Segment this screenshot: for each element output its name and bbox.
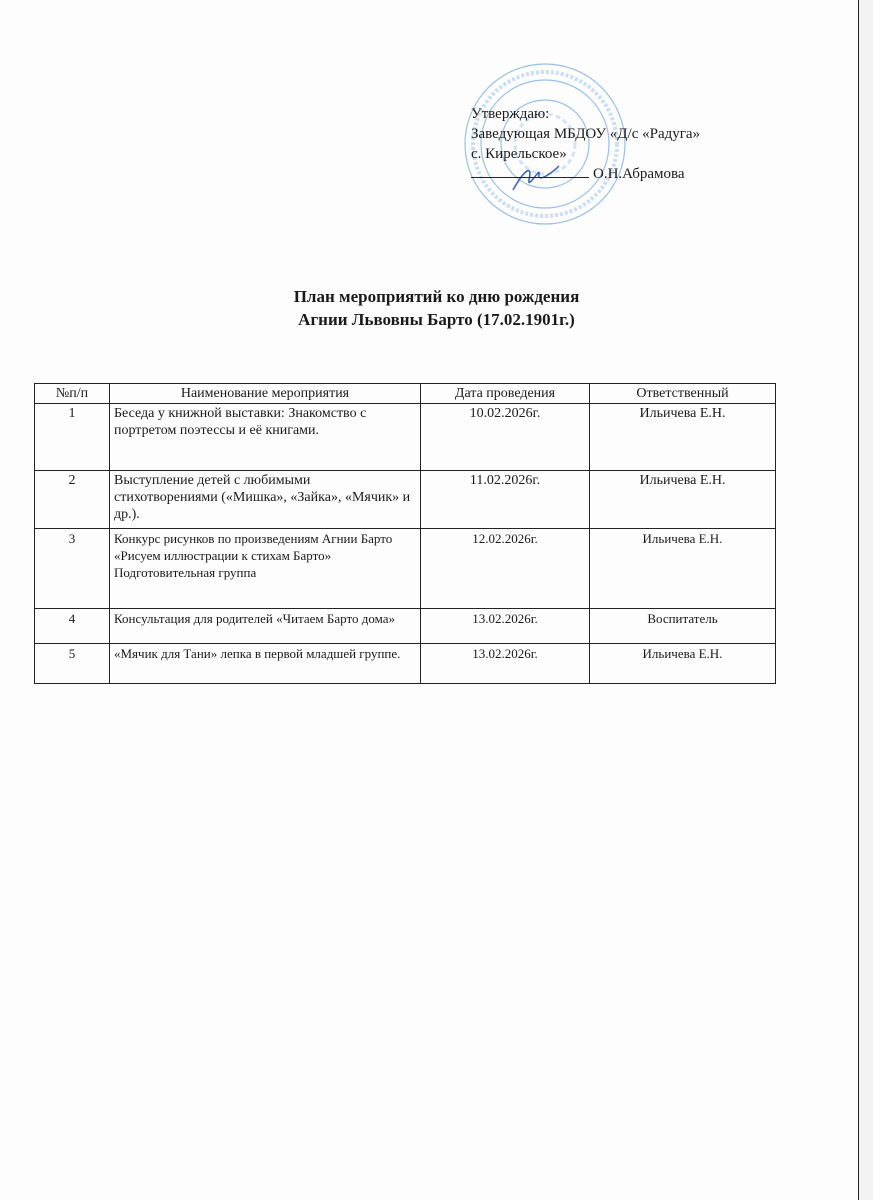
row-responsible: Ильичева Е.Н. [590, 644, 776, 684]
table-header [35, 384, 776, 404]
table-row [35, 404, 776, 471]
approval-position: Заведующая МБДОУ «Д/с «Радуга» [471, 126, 701, 142]
title-line-2: Агнии Львовны Барто (17.02.1901г.) [298, 310, 575, 329]
row-date: 10.02.2026г. [421, 404, 590, 471]
document-title [0, 285, 873, 331]
row-event-name: Консультация для родителей «Читаем Барто дома» [110, 609, 421, 644]
scan-page-edge [858, 0, 873, 1200]
title-line-1: План мероприятий ко дню рождения [293, 287, 580, 306]
row-event-name: Беседа у книжной выставки: Знакомство с портретом поэтессы и её книгами. [110, 404, 421, 471]
row-responsible: Ильичева Е.Н. [590, 529, 776, 609]
table-row [35, 644, 776, 684]
table-row [35, 609, 776, 644]
row-number: 1 [35, 404, 110, 471]
table-row [35, 529, 776, 609]
row-number: 3 [35, 529, 110, 609]
row-event-name: «Мячик для Тани» лепка в первой младшей группе. [110, 644, 421, 684]
approval-location: с. Кирельское» [471, 146, 567, 162]
approval-block [471, 104, 700, 184]
row-date: 11.02.2026г. [421, 471, 590, 529]
row-responsible: Ильичева Е.Н. [590, 404, 776, 471]
header-responsible: Ответственный [590, 384, 776, 404]
row-date: 12.02.2026г. [421, 529, 590, 609]
events-table [34, 383, 776, 684]
row-number: 4 [35, 609, 110, 644]
header-name: Наименование мероприятия [110, 384, 421, 404]
row-number: 2 [35, 471, 110, 529]
approval-heading: Утверждаю: [471, 106, 550, 122]
header-date: Дата проведения [421, 384, 590, 404]
row-date: 13.02.2026г. [421, 609, 590, 644]
table-row [35, 471, 776, 529]
header-number: №п/п [35, 384, 110, 404]
row-responsible: Ильичева Е.Н. [590, 471, 776, 529]
row-event-name: Выступление детей с любимыми стихотворениями («Мишка», «Зайка», «Мячик» и др.). [110, 471, 421, 529]
row-date: 13.02.2026г. [421, 644, 590, 684]
signature-line [471, 177, 589, 178]
row-responsible: Воспитатель [590, 609, 776, 644]
signer-name: О.Н.Абрамова [593, 166, 685, 182]
row-number: 5 [35, 644, 110, 684]
row-event-name: Конкурс рисунков по произведениям Агнии Барто «Рисуем иллюстрации к стихам Барто» Подготовительная группа [110, 529, 421, 609]
